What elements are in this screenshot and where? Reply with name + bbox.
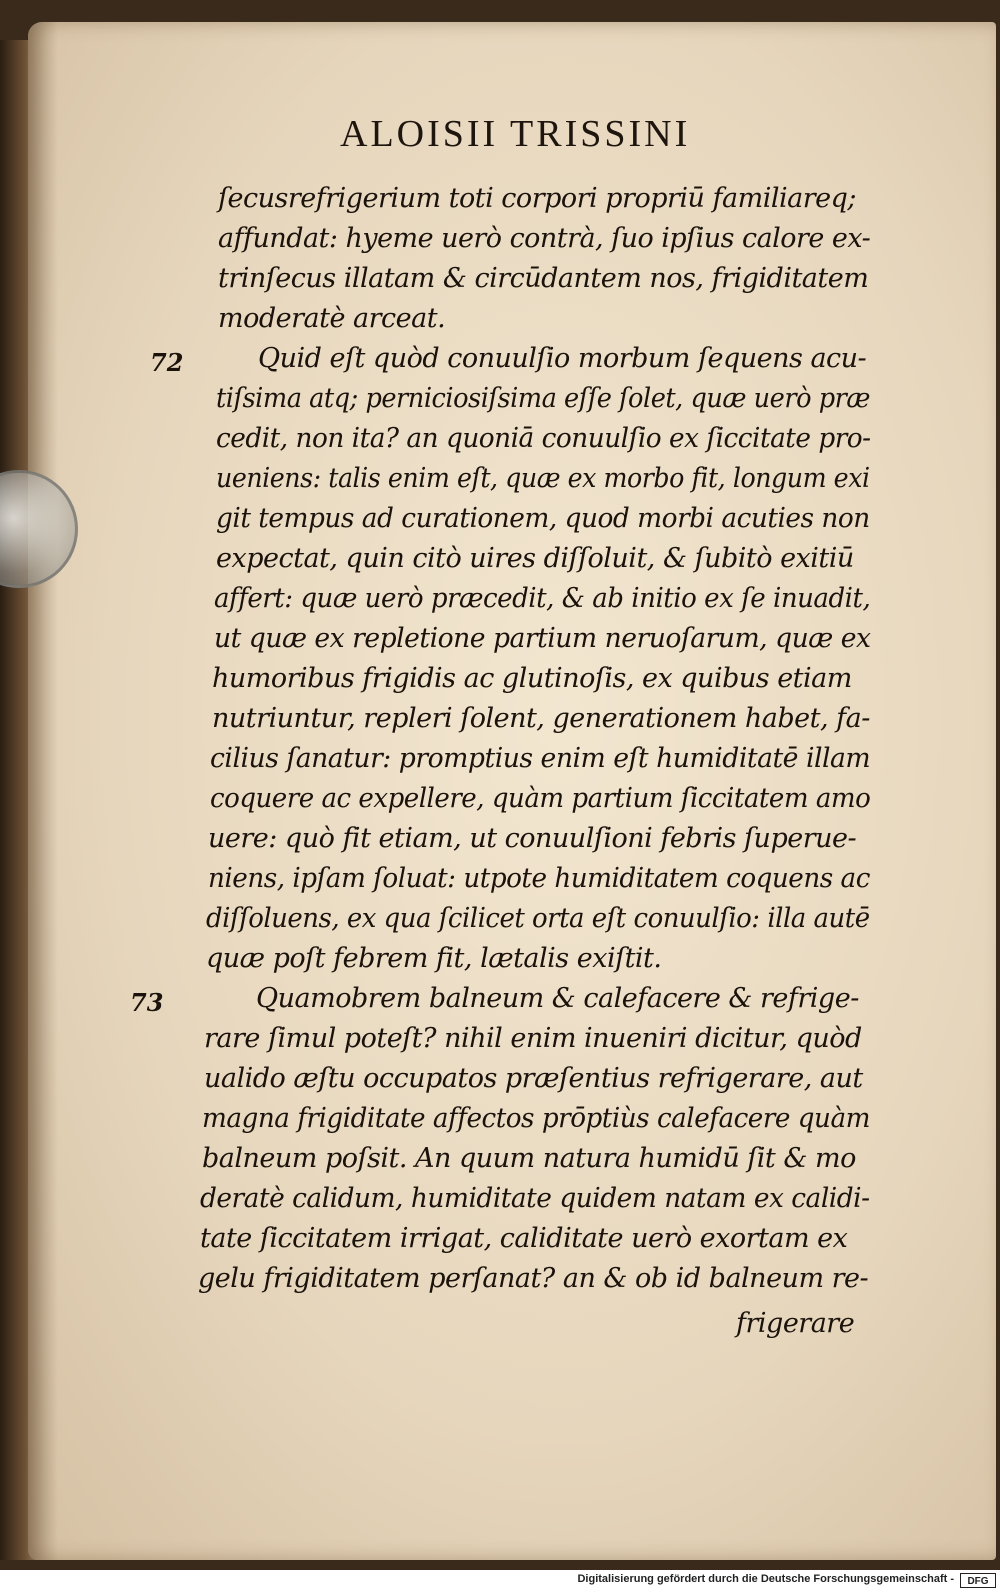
text-line: expectat, quin citò uires diſſoluit, & ſubitò exitiū [216,543,854,574]
text-line: tiſsima atq; perniciosiſsima eſſe ſolet, quæ uerò præ [216,383,870,414]
text-line: balneum poſsit. An quum natura humidū ſit & mo [202,1143,856,1174]
text-line: affert: quæ uerò præcedit, & ab initio ex ſe inuadit, [214,583,871,614]
text-line: cilius ſanatur: promptius enim eſt humiditatē illam [210,743,871,774]
text-line: rare ſimul poteſt? nihil enim inueniri dicitur, quòd [204,1023,862,1054]
margin-number: 73 [130,988,164,1017]
text-line: affundat: hyeme uerò contrà, ſuo ipſius calore ex- [218,223,871,254]
text-line: moderatè arceat. [218,303,446,334]
text-line: Quamobrem balneum & calefacere & refrige- [256,983,859,1014]
text-line: tate ſiccitatem irrigat, caliditate uerò exortam ex [200,1223,848,1254]
footer-bar [0,1570,1000,1592]
text-line: uere: quò fit etiam, ut conuulſioni febris ſuperue- [208,823,857,854]
text-line: cedit, non ita? an quoniā conuulſio ex ſiccitate pro- [216,423,871,454]
text-line: gelu frigiditatem perſanat? an & ob id balneum re- [198,1263,869,1294]
text-line: nutriuntur, repleri ſolent, generationem habet, fa- [212,703,870,734]
text-line: ſecusrefrigerium toti corpori propriū familiareq; [218,183,856,214]
text-line: ualido æſtu occupatos præſentius refrigerare, aut [204,1063,863,1094]
text-line: Quid eſt quòd conuulſio morbum ſequens acu- [258,343,867,374]
text-line: humoribus frigidis ac glutinoſis, ex quibus etiam [212,663,852,694]
text-line: niens, ipſam ſoluat: utpote humiditatem coquens ac [208,863,870,894]
footer-credit: Digitalisierung gefördert durch die Deutsche Forschungsgemeinschaft - [577,1573,954,1585]
text-line: magna frigiditate affectos prōptiùs calefacere quàm [202,1103,870,1134]
running-title: ALOISII TRISSINI [340,113,691,155]
catchword: frigerare [736,1308,855,1339]
text-line: ut quæ ex repletione partium neruoſarum, quæ ex [214,623,871,654]
dfg-logo: DFG [960,1573,996,1588]
text-line: git tempus ad curationem, quod morbi acuties non [216,503,870,534]
text-line: deratè calidum, humiditate quidem natam ex calidi- [200,1183,870,1214]
text-line: quæ poſt febrem fit, lætalis exiſtit. [206,943,662,974]
text-line: diſſoluens, ex qua ſcilicet orta eſt conuulſio: illa autē [206,903,870,934]
text-line: coquere ac expellere, quàm partium ſiccitatem amo [210,783,871,814]
text-line: trinſecus illatam & circūdantem nos, frigiditatem [218,263,869,294]
text-line: ueniens: talis enim eſt, quæ ex morbo fit, longum exi [216,463,870,494]
margin-number: 72 [150,348,184,377]
